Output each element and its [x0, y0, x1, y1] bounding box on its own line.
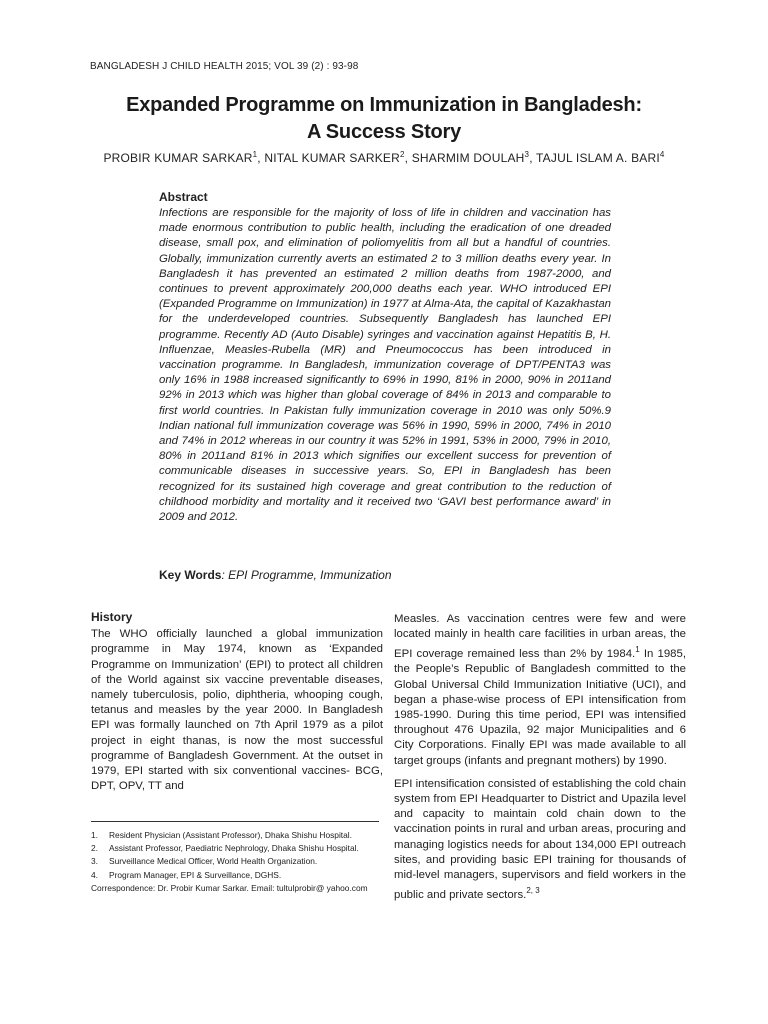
author-name: SHARMIM DOULAH	[411, 151, 525, 165]
author-affiliation: 1	[252, 150, 258, 159]
footnote-item	[91, 843, 379, 854]
author-separator: ,	[529, 151, 537, 165]
right-column	[394, 612, 686, 911]
keywords	[159, 568, 392, 582]
article-title	[60, 92, 708, 146]
right-paragraph-2	[394, 777, 686, 903]
footnote-text: Surveillance Medical Officer, World Health Organization.	[109, 856, 318, 867]
footnote-number: 3.	[91, 856, 98, 867]
title-line-2: A Success Story	[306, 121, 462, 143]
author-affiliation: 2	[399, 150, 405, 159]
footnote-number: 4.	[91, 869, 98, 880]
footnote-number: 2.	[91, 843, 98, 854]
footnote-number: 1.	[91, 830, 98, 840]
author-name: NITAL KUMAR SARKER	[264, 151, 400, 165]
footnote-item	[91, 830, 379, 841]
abstract-section	[159, 190, 611, 525]
keywords-label: Key Words	[159, 568, 222, 582]
author-name: TAJUL ISLAM A. BARI	[536, 151, 660, 165]
citation-ref: 1	[635, 645, 640, 655]
keywords-text: : EPI Programme, Immunization	[221, 568, 392, 582]
footnote-text: Assistant Professor, Paediatric Nephrology, Dhaka Shishu Hospital.	[109, 843, 359, 854]
footnotes	[91, 821, 379, 894]
footnote-item	[91, 870, 379, 881]
correspondence: Correspondence: Dr. Probir Kumar Sarkar. Email: tultulprobir@ yahoo.com	[91, 882, 368, 893]
paragraph-text: In 1985, the People’s Republic of Bangladesh committed to the Global Universal Child Immunization Initiative (UCI), and began a phase-wise process of EPI intensification from 1985-1990. During this time period, EPI was intensified throughout 476 Upazila, 92 major Municipalities and 6 City Corporations. Finally EPI was made available to all target groups (infants and pregnant mothers) by 1990.	[394, 648, 687, 767]
history-heading: History	[91, 610, 133, 624]
right-paragraph-1	[394, 612, 686, 769]
abstract-heading: Abstract	[159, 190, 208, 204]
history-paragraph: The WHO officially launched a global immunization programme in May 1974, known as ‘Expanded Programme on Immunization’ (EPI) to protect all children of the World against six vaccine preventable diseases, namely tuberculosis, polio, diphtheria, whooping cough, tetanus and measles by the year 2000. In Bangladesh EPI was formally launched on 7th April 1979 as a pilot project in eight thanas, is now the most successful programme of Bangladesh Government. At the outset in 1979, EPI started with six conventional vaccines- BCG, DPT, OPV, TT and	[91, 628, 383, 793]
footnote-item	[91, 856, 379, 867]
paragraph-text: Measles. As vaccination centres were few and were located mainly in health care facilities in urban areas, the EPI coverage remained less than 2% by 1984.	[394, 613, 686, 661]
author-separator: ,	[404, 151, 412, 165]
author-name: PROBIR KUMAR SARKAR	[103, 151, 253, 165]
journal-header: BANGLADESH J CHILD HEALTH 2015; VOL 39 (2) : 93-98	[90, 61, 359, 72]
citation-ref: 2, 3	[526, 886, 540, 896]
abstract-text: Infections are responsible for the majority of loss of life in children and vaccination has made enormous contribution to public health, including the eradication of one dreaded disease, small pox, and elimination of poliomyelitis from all but a handful of countries. Globally, immunization currently averts an estimated 2 to 3 million deaths every year. In Bangladesh it has prevented an estimated 2 million deaths from 1987-2000, and continues to prevent approximately 200,000 deaths each year. WHO introduced EPI (Expanded Programme on Immunization) in 1977 at Alma-Ata, the capital of Kazakhastan for the underdeveloped countries. Subsequently Bangladesh has launched EPI programme. Recently AD (Auto Disable) syringes and vaccination against Hepatitis B, H. Influenzae, Measles-Rubella (MR) and Pneumococcus has been introduced in vaccination programme. In Bangladesh, immunization coverage of DPT/PENTA3 was only 16% in 1988 increased significantly to 69% in 1990, 81% in 2000, 90% in 2011and 92% in 2013 which was higher than global coverage of 84% in 2013 and comparable to first world countries. In Pakistan fully immunization coverage in 2010 was only 50%.9 Indian national full immunization coverage was 56% in 1990, 59% in 2000, 74% in 2010 and 74% in 2012 whereas in our country it was 52% in 1991, 53% in 2000, 79% in 2010, 80% in 2011and 81% in 2013 which signifies our excellent success for prevention of communicable diseases in successive years. So, EPI in Bangladesh has been recognized for its sustained high coverage and great contribution to the reduction of childhood morbidity and mortality and it received two ‘GAVI best performance award’ in 2009 and 2012.	[159, 207, 611, 524]
title-line-1: Expanded Programme on Immunization in Bangladesh:	[126, 94, 642, 116]
author-separator: ,	[257, 151, 265, 165]
left-column	[91, 610, 383, 802]
footnote-text: Program Manager, EPI & Surveillance, DGHS.	[109, 869, 282, 880]
author-affiliation: 3	[524, 150, 530, 159]
author-affiliation: 4	[659, 150, 665, 159]
author-list	[60, 150, 708, 165]
paragraph-text: EPI intensification consisted of establishing the cold chain system from EPI Headquarter to District and Upazila level and capacity to maintain cold chain down to the vaccination points in rural and urban areas, procuring and managing logistics needs for about 134,000 EPI outreach sites, and providing basic EPI training for thousands of mid-level managers, supervisors and field workers in the public and private sectors.	[394, 777, 686, 902]
footnote-text: Resident Physician (Assistant Professor), Dhaka Shishu Hospital.	[109, 830, 352, 840]
